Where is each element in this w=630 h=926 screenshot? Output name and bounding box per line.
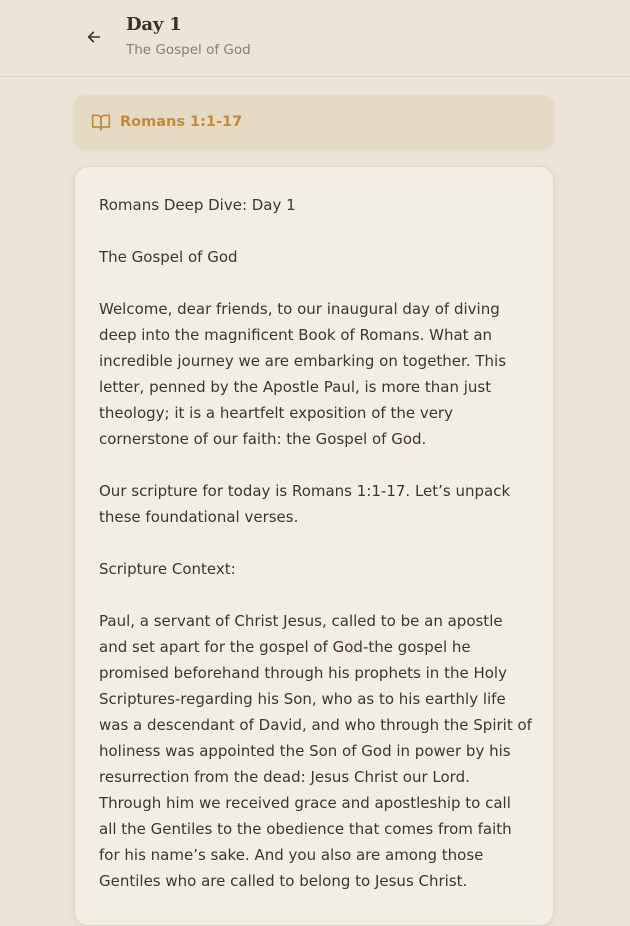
book-open-icon (90, 111, 112, 133)
content-heading: Romans Deep Dive: Day 1 (99, 196, 296, 214)
page-subtitle: The Gospel of God (126, 42, 251, 58)
devotional-content-card[interactable] (74, 166, 554, 926)
arrow-left-icon (86, 29, 102, 45)
scripture-reference-label: Romans 1:1-17 (120, 114, 243, 130)
section-label: Scripture Context: (99, 560, 236, 578)
page-title: Day 1 (126, 14, 182, 35)
back-button[interactable] (82, 25, 106, 49)
content-paragraph: Paul, a servant of Christ Jesus, called to be an apostle and set apart for the gospel of God-the gospel he promised beforehand through his prophets in the Holy Scriptures-regarding his Son, who as to his earthly life was a descendant of David, and who through the Spirit of holiness was appointed the Son of God in power by his resurrection from the dead: Jesus Christ our Lord. Through him we received grace and apostleship to call all the Gentiles to the obedience that comes from faith for his name’s sake. And you also are among those Gentiles who are called to belong to Jesus Christ. (99, 612, 532, 890)
content-paragraph: Our scripture for today is Romans 1:1-17. Let’s unpack these foundational verses. (99, 482, 511, 526)
content-paragraph: Welcome, dear friends, to our inaugural day of diving deep into the magnificent Book of Romans. What an incredible journey we are embarking on together. This letter, penned by the Apostle Paul, is more than just theology; it is a heartfelt exposition of the very cornerstone of our faith: the Gospel of God. (99, 300, 507, 448)
scripture-reference-button[interactable] (74, 95, 554, 149)
content-subheading: The Gospel of God (99, 248, 238, 266)
top-header (0, 0, 630, 77)
